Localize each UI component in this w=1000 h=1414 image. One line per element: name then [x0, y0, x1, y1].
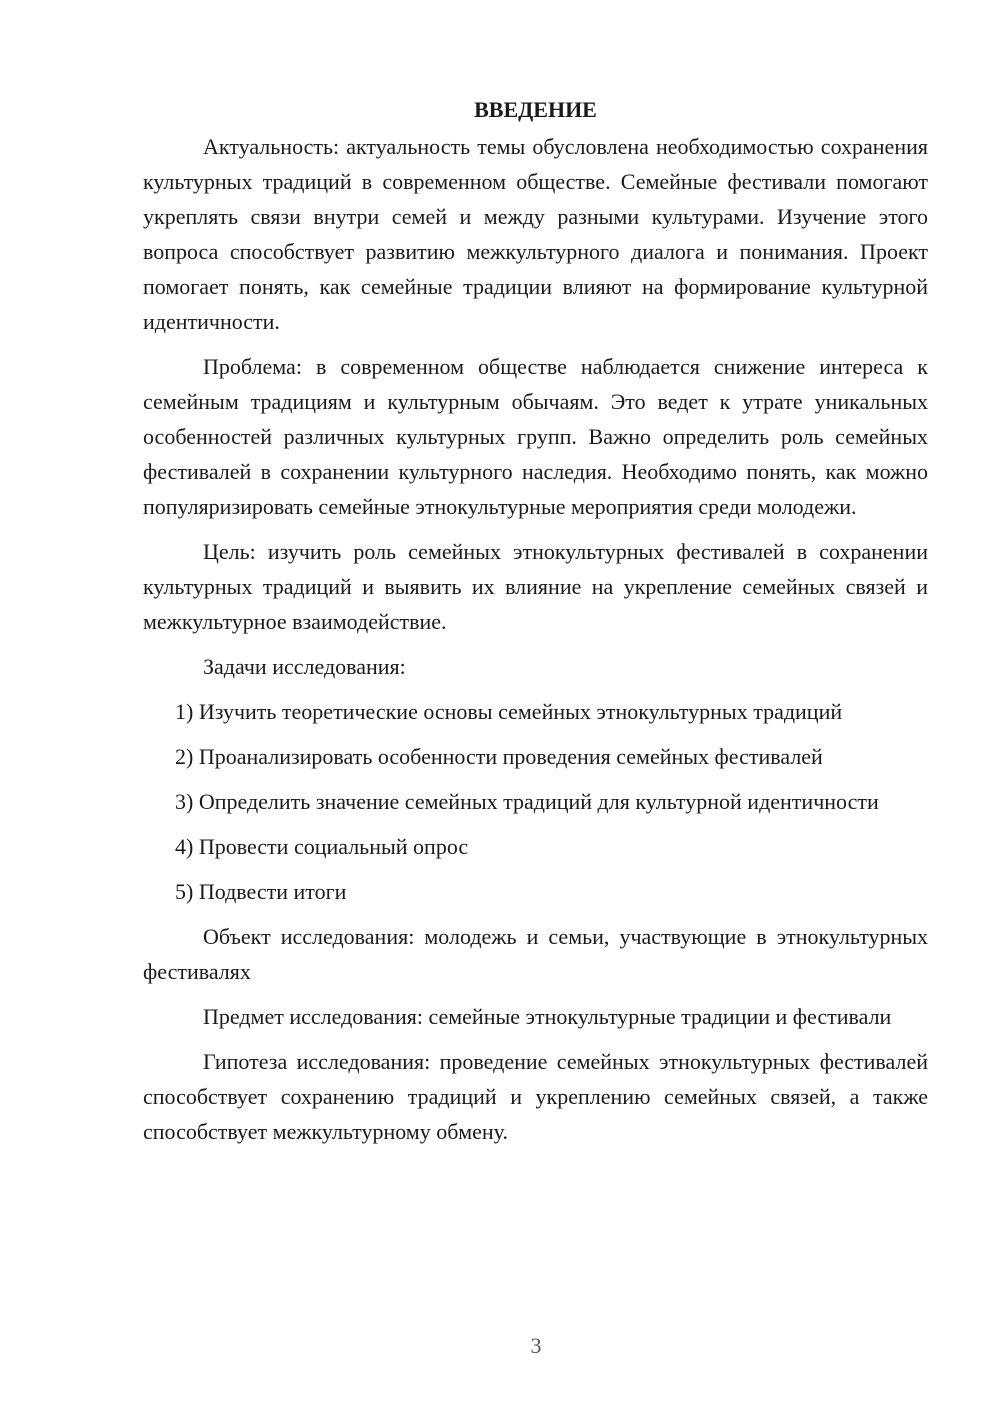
task-item-3: 3) Определить значение семейных традиций для культурной идентичности — [175, 789, 879, 814]
object-paragraph: Объект исследования: молодежь и семьи, участвующие в этнокультурных фестивалях — [143, 924, 928, 984]
section-title: ВВЕДЕНИЕ — [474, 97, 597, 122]
subject-paragraph: Предмет исследования: семейные этнокультурные традиции и фестивали — [203, 1004, 892, 1029]
task-item-4: 4) Провести социальный опрос — [175, 834, 469, 859]
goal-paragraph: Цель: изучить роль семейных этнокультурных фестивалей в сохранении культурных традиций и выявить их влияние на укрепление семейных связей и межкультурное взаимодействие. — [143, 539, 928, 634]
task-item-1: 1) Изучить теоретические основы семейных этнокультурных традиций — [175, 699, 843, 724]
tasks-heading: Задачи исследования: — [203, 654, 406, 679]
task-item-2: 2) Проанализировать особенности проведения семейных фестивалей — [175, 744, 823, 769]
relevance-paragraph: Актуальность: актуальность темы обусловлена необходимостью сохранения культурных традиций в современном обществе. Семейные фестивали помогают укреплять связи внутри семей и между разными культурами. Изучение этого вопроса способствует развитию межкультурного диалога и понимания. Проект помогает понять, как семейные традиции влияют на формирование культурной идентичности. — [143, 134, 928, 334]
page-number: 3 — [530, 1333, 542, 1358]
problem-paragraph: Проблема: в современном обществе наблюдается снижение интереса к семейным традициям и культурным обычаям. Это ведет к утрате уникальных особенностей различных культурных групп. Важно определить роль семейных фестивалей в сохранении культурного наследия. Необходимо понять, как можно популяризировать семейные этнокультурные мероприятия среди молодежи. — [143, 354, 928, 519]
task-item-5: 5) Подвести итоги — [175, 879, 347, 904]
hypothesis-paragraph: Гипотеза исследования: проведение семейных этнокультурных фестивалей способствует сохранению традиций и укреплению семейных связей, а также способствует межкультурному обмену. — [143, 1049, 928, 1144]
page-content — [143, 92, 928, 1159]
